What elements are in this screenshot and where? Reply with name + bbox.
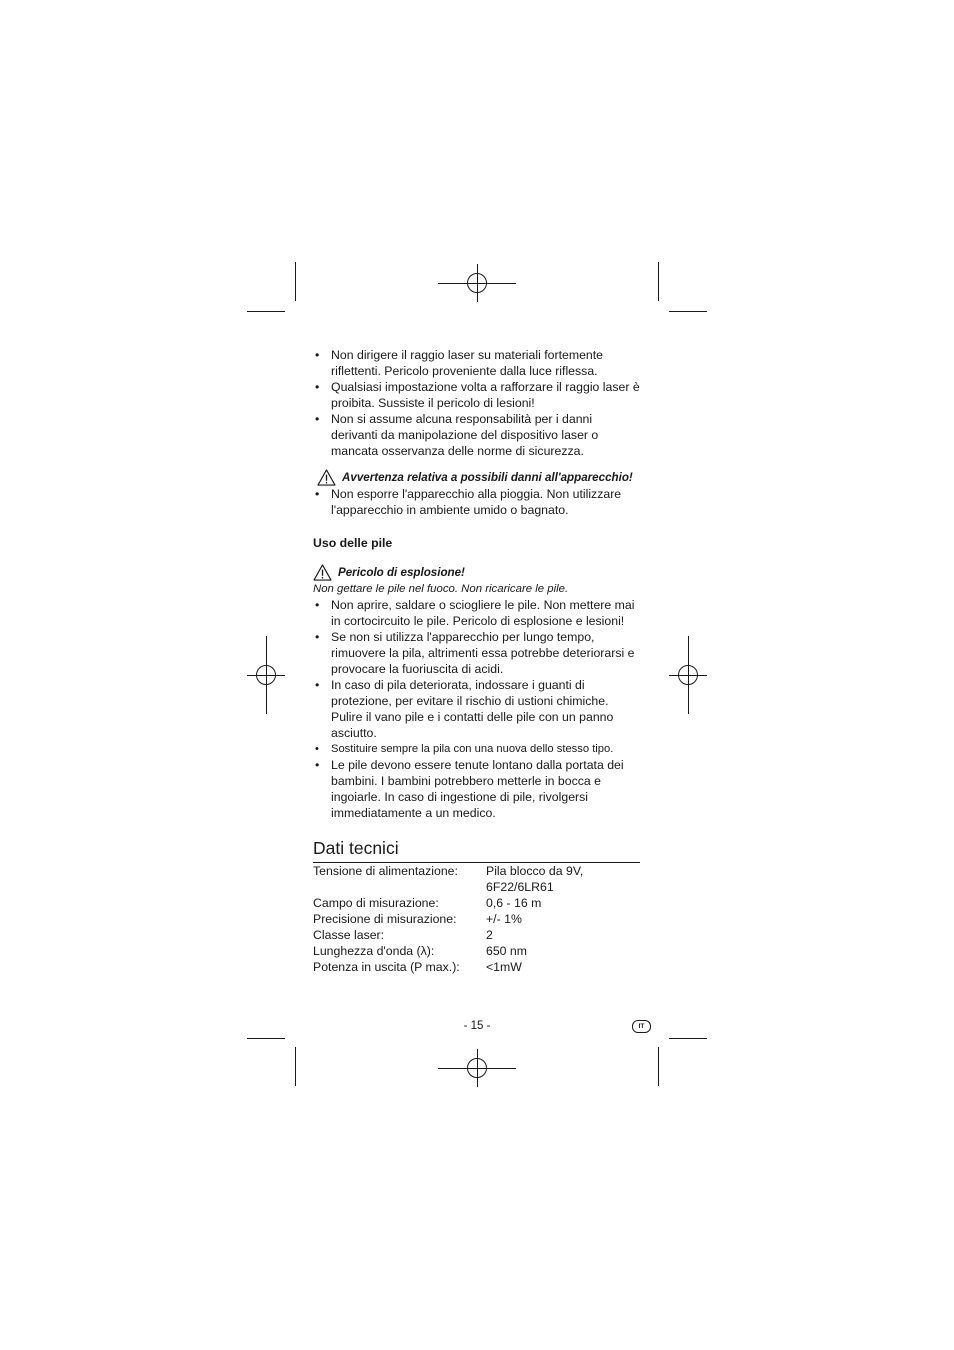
tech-data-title: Dati tecnici (313, 838, 399, 858)
language-badge: IT (632, 1020, 651, 1033)
page-number: - 15 - (463, 1020, 491, 1032)
spec-label: Classe laser: (313, 928, 385, 942)
list-item: • Se non si utilizza l'apparecchio per lungo tempo, rimuovere la pila, altrimenti essa potrebbe deteriorarsi e provocare la fuoriuscita di acidi. (313, 629, 640, 677)
crop-mark (658, 1047, 659, 1086)
spec-label: Campo di misurazione: (313, 896, 439, 910)
crop-mark (295, 1047, 296, 1086)
list-item: • Sostituire sempre la pila con una nuova dello stesso tipo. (313, 741, 640, 757)
spec-label (313, 879, 486, 895)
crop-mark (247, 311, 285, 312)
device-warning-title: Avvertenza relativa a possibili danni all'apparecchio! (342, 471, 633, 484)
spec-value: Pila blocco da 9V, (486, 864, 584, 878)
spec-label: Lunghezza d'onda (λ): (313, 944, 435, 958)
warning-triangle-icon (313, 564, 332, 581)
device-warning-heading (313, 469, 640, 486)
list-item: • Qualsiasi impostazione volta a rafforzare il raggio laser è proibita. Sussiste il pericolo di lesioni! (313, 379, 640, 411)
crop-mark (266, 636, 267, 714)
spec-value: +/- 1% (486, 912, 522, 926)
list-item: • Non aprire, saldare o sciogliere le pile. Non mettere mai in cortocircuito le pile. Pericolo di esplosione e lesioni! (313, 597, 640, 629)
crop-mark (688, 636, 689, 714)
spec-value: 6F22/6LR61 (486, 880, 554, 894)
table-row (313, 895, 640, 911)
spec-value: <1mW (486, 960, 522, 974)
spec-value: 650 nm (486, 944, 528, 958)
list-item: • In caso di pila deteriorata, indossare i guanti di protezione, per evitare il rischio di ustioni chimiche. Pulire il vano pile e i contatti delle pile con un panno asciutto. (313, 677, 640, 741)
table-row (313, 879, 640, 895)
table-row (313, 863, 640, 879)
warning-triangle-icon (317, 469, 336, 486)
explosion-warning-heading (313, 564, 640, 581)
laser-safety-list (313, 347, 640, 459)
list-item: • Le pile devono essere tenute lontano dalla portata dei bambini. I bambini potrebbero metterle in bocca e ingoiarle. In caso di ingestione di pile, rivolgersi immediatamente a un medico. (313, 757, 640, 821)
crop-mark (247, 1038, 285, 1039)
list-item: • Non si assume alcuna responsabilità per i danni derivanti da manipolazione del dispositivo laser o mancata osservanza delle norme di sicurezza. (313, 411, 640, 459)
crop-mark (295, 262, 296, 301)
spec-label: Precisione di misurazione: (313, 912, 457, 926)
crop-mark (669, 311, 707, 312)
explosion-warning-note: Non gettare le pile nel fuoco. Non ricaricare le pile. (313, 583, 569, 595)
device-warning-list (313, 486, 640, 518)
spec-label: Potenza in uscita (P max.): (313, 960, 460, 974)
spec-label: Tensione di alimentazione: (313, 864, 458, 878)
spec-value: 0,6 - 16 m (486, 896, 542, 910)
table-row (313, 959, 640, 975)
explosion-warning-title: Pericolo di esplosione! (338, 566, 465, 579)
batteries-heading: Uso delle pile (313, 536, 393, 550)
table-row (313, 927, 640, 943)
list-item: • Non esporre l'apparecchio alla pioggia. Non utilizzare l'apparecchio in ambiente umido o bagnato. (313, 486, 640, 518)
tech-data-table (313, 863, 640, 975)
table-row (313, 911, 640, 927)
page-content (313, 347, 640, 975)
spec-value: 2 (486, 928, 493, 942)
crop-mark (438, 1068, 516, 1069)
crop-mark (658, 262, 659, 301)
crop-mark (438, 283, 516, 284)
list-item: • Non dirigere il raggio laser su materiali fortemente riflettenti. Pericolo proveniente dalla luce riflessa. (313, 347, 640, 379)
table-row (313, 943, 640, 959)
crop-mark (669, 1038, 707, 1039)
battery-safety-list (313, 597, 640, 821)
